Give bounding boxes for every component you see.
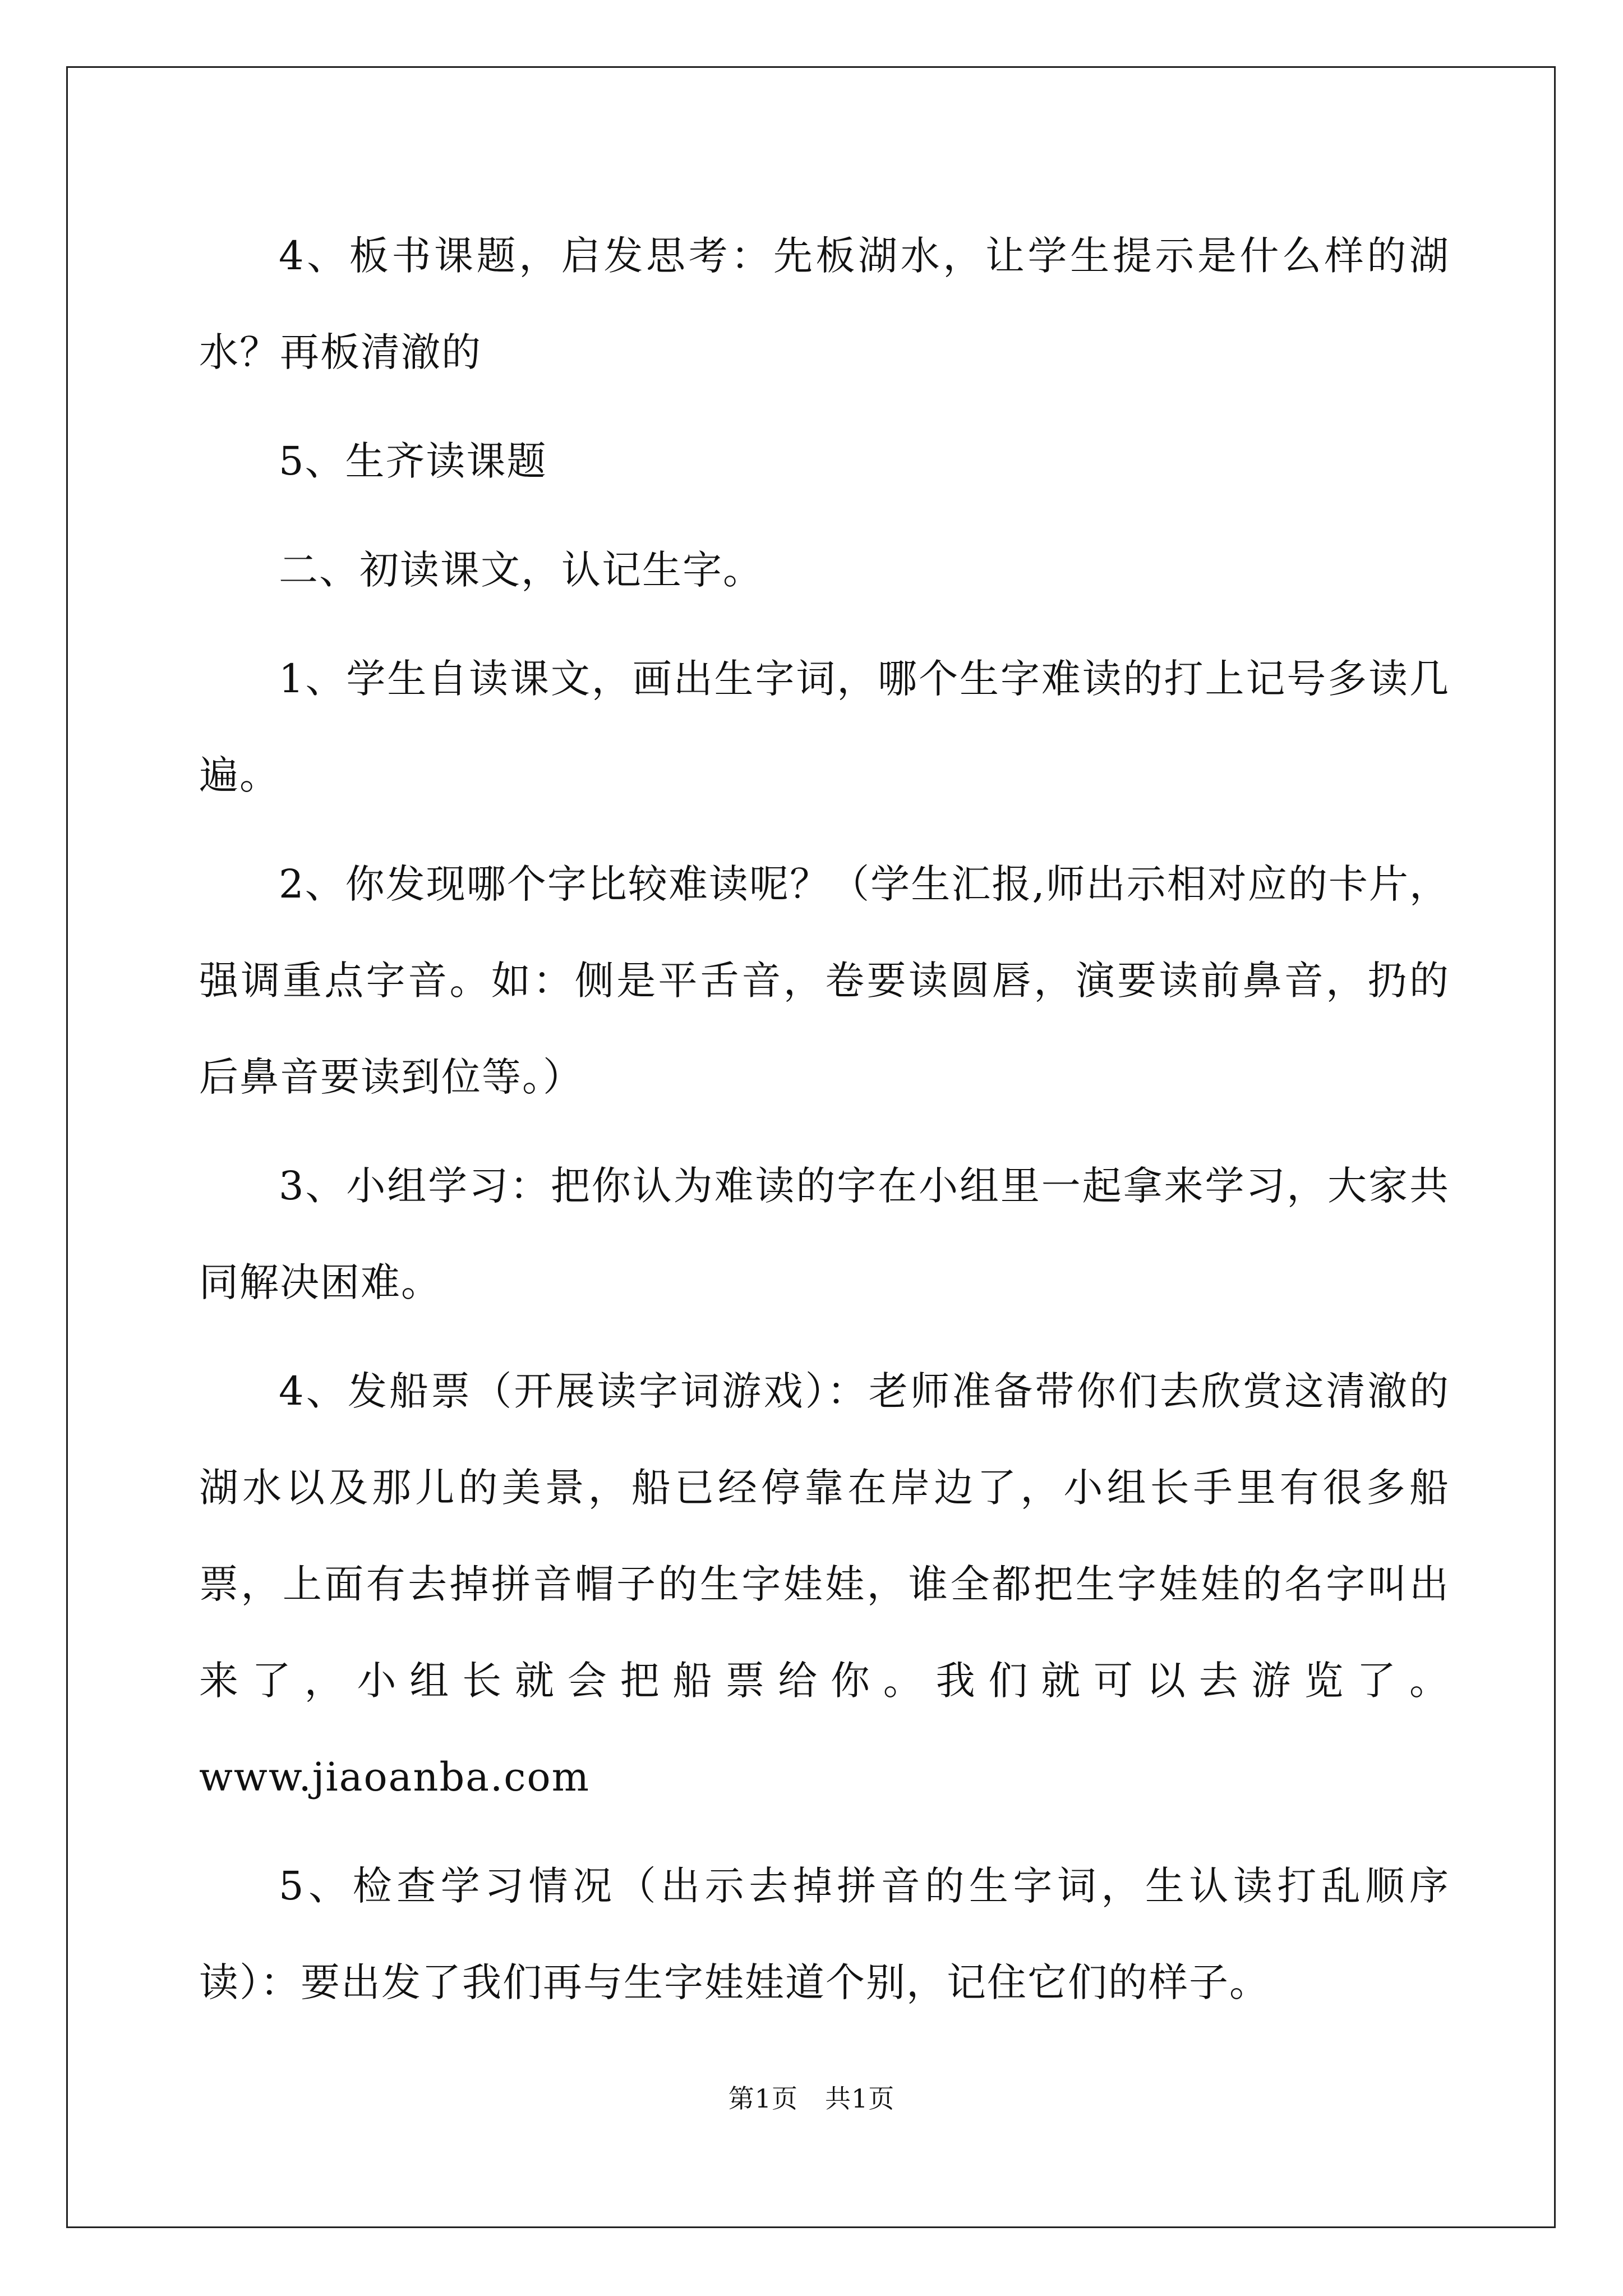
paragraph-2: 5、生齐读课题 — [279, 438, 547, 484]
paragraph-4: 1、学生自读课文，画出生字词，哪个生字难读的打上记号多读几遍。 — [199, 656, 1450, 798]
paragraph-5: 2、你发现哪个字比较难读呢？（学生汇报,师出示相对应的卡片，强调重点字音。如：侧是平舌音，卷要读圆唇，演要读前鼻音，扔的后鼻音要读到位等。） — [199, 861, 1450, 1100]
paragraph-7: 4、发船票（开展读字词游戏）：老师准备带你们去欣赏这清澈的湖水以及那儿的美景，船已经停靠在岸边了，小组长手里有很多船票，上面有去掉拼音帽子的生字娃娃，谁全都把生字娃娃的名字叫出来了，小组长就会把船票给你。我们就可以去游览了。www.jiaoanba.com — [199, 1368, 1450, 1800]
page-number-current: 第1页 — [728, 2083, 798, 2114]
paragraph-8: 5、检查学习情况（出示去掉拼音的生字词，生认读打乱顺序读）：要出发了我们再与生字娃娃道个别，记住它们的样子。 — [199, 1863, 1450, 2005]
paragraph-6: 3、小组学习：把你认为难读的字在小组里一起拿来学习，大家共同解决困难。 — [199, 1163, 1450, 1305]
page-number-total: 共1页 — [825, 2083, 895, 2114]
paragraph-1: 4、板书课题，启发思考：先板湖水，让学生提示是什么样的湖水？再板清澈的 — [199, 233, 1450, 375]
page-footer — [0, 2078, 1623, 2115]
document-body — [199, 208, 1450, 2031]
paragraph-3: 二、初读课文，认记生字。 — [279, 547, 763, 593]
